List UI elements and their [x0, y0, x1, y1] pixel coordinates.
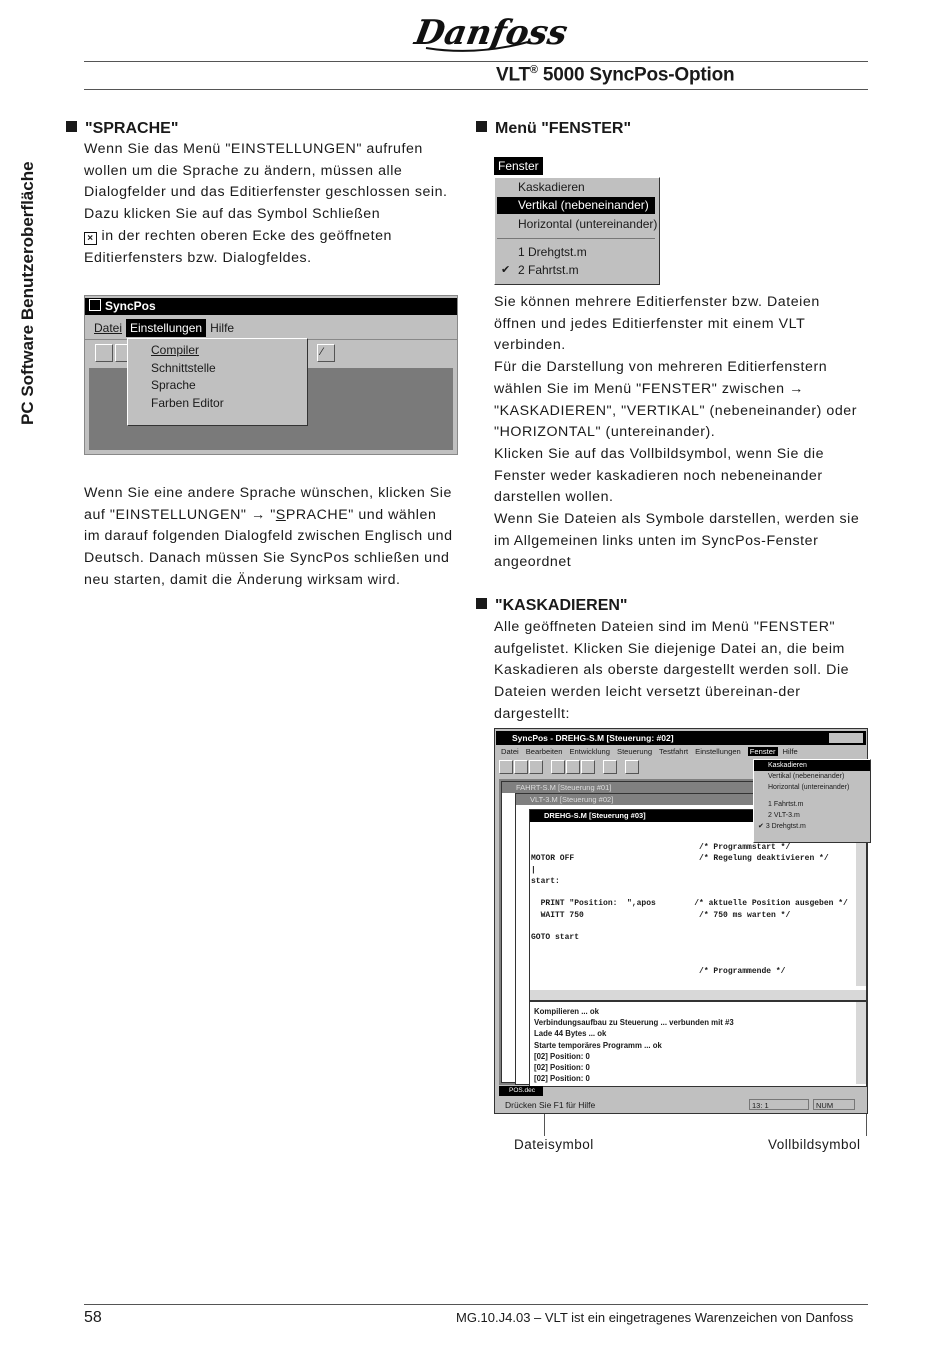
menu-item-file-1[interactable]: 1 Drehgtst.m — [518, 245, 587, 259]
fenster-dropdown — [494, 177, 660, 285]
menu-item-file-1[interactable]: 1 Fahrtst.m — [768, 800, 804, 808]
wand-button[interactable] — [317, 344, 335, 362]
document-title: VLT® 5000 SyncPos-Option — [496, 64, 735, 86]
header-rule-bottom — [84, 89, 868, 90]
cut-button[interactable] — [551, 760, 565, 774]
bullet-icon — [476, 121, 487, 132]
toolbar — [499, 760, 649, 776]
wand-icon: ⁄ — [321, 346, 323, 358]
menu-datei[interactable]: Datei — [94, 321, 123, 335]
menu-separator — [497, 238, 655, 239]
log-line: [02] Position: 0 — [534, 1051, 590, 1061]
menu-item-file-2[interactable]: 2 Fahrtst.m — [518, 263, 579, 277]
log-line: Lade 44 Bytes ... ok — [534, 1029, 607, 1039]
open-file-button[interactable] — [514, 760, 528, 774]
menu-item-file-2[interactable]: 2 VLT-3.m — [768, 811, 800, 819]
log-line: [02] Position: 0 — [534, 1074, 590, 1084]
title-bar: SyncPos — [85, 298, 457, 315]
heading-kaskadieren: "KASKADIEREN" — [476, 597, 628, 615]
log-scrollbar[interactable] — [856, 1002, 866, 1084]
menu-item-sprache[interactable]: Sprache — [151, 378, 196, 392]
menu-item-horizontal[interactable]: Horizontal (untereinander) — [518, 217, 658, 231]
footer-rule — [84, 1304, 868, 1305]
callout-line-right — [866, 1114, 867, 1136]
menu-item-horizontal[interactable]: Horizontal (untereinander) — [768, 784, 850, 792]
heading-fenster: Menü "FENSTER" — [476, 120, 631, 138]
menu-item-schnittstelle[interactable]: Schnittstelle — [151, 360, 216, 375]
check-icon: ✔ — [758, 823, 766, 831]
paragraph-fenster: Sie können mehrere Editierfenster bzw. Dateien öffnen und jedes Editierfenster mit einem VLT verbinden. Für die Darstellung von mehreren Editierfenstern wählen Sie im Menü "FENSTER" zwischen → "KASKADIEREN", "VERTIKAL" (nebeneinander) oder "HORIZONTAL" (untereinander). Klicken Sie auf das Vollbildsymbol, wenn Sie die Fenster weder kaskadieren noch nebeneinander darstellen wollen. Wenn Sie Dateien als Symbole darstellen, werden sie im Allgemeinen links unten im SyncPos-Fenster angeordnet — [494, 294, 860, 571]
code-line: /* Programmstart */ — [531, 843, 791, 852]
new-file-button[interactable] — [95, 344, 113, 362]
window-controls[interactable] — [829, 733, 863, 743]
cursor-position: 13: 1 — [749, 1099, 809, 1110]
menu-steuerung[interactable]: Steuerung — [617, 747, 653, 756]
menu-fenster[interactable]: Fenster — [749, 747, 776, 756]
menu-item-file-3[interactable]: ✔ 3 Drehgtst.m — [758, 823, 806, 831]
paragraph-kaskadieren: Alle geöffneten Dateien sind im Menü "FENSTER" aufgelistet. Klicken Sie diejenige Datei an, die beim Kaskadieren als oberste dargestellt werden soll. Die Dateien werden leicht versetzt übereinan-der dargestellt: — [494, 619, 850, 722]
menu-entwicklung[interactable]: Entwicklung — [569, 747, 610, 756]
window-vlt3[interactable]: VLT-3.M [Steuerung #02] — [515, 793, 857, 1085]
menu-fenster[interactable]: Fenster — [494, 157, 543, 175]
footer-reference: MG.10.J4.03 – VLT ist ein eingetragenes Warenzeichen von Danfoss — [456, 1310, 854, 1325]
menu-item-compiler[interactable]: Compiler — [151, 343, 200, 357]
file-icon-minimized[interactable]: POS.dec — [499, 1086, 543, 1096]
log-line: [02] Position: 0 — [534, 1063, 590, 1073]
menu-item-kaskadieren[interactable]: Kaskadieren — [518, 180, 585, 194]
code-line: start: — [531, 876, 560, 886]
einstellungen-dropdown — [127, 338, 308, 426]
code-line — [531, 945, 848, 956]
svg-text:Danfoss: Danfoss — [411, 13, 571, 53]
code-line: GOTO start — [531, 933, 580, 943]
new-file-button[interactable] — [499, 760, 513, 774]
caption-vollbildsymbol: Vollbildsymbol — [768, 1137, 861, 1152]
code-line — [531, 888, 848, 899]
print-button[interactable] — [603, 760, 617, 774]
menu-einstellungen[interactable]: Einstellungen — [126, 319, 206, 337]
code-line: MOTOR OFF /* Regelung deaktivieren */ — [531, 854, 829, 864]
menu-einstellungen[interactable]: Einstellungen — [695, 747, 741, 756]
fenster-dropdown — [753, 759, 871, 843]
menu-hilfe[interactable]: Hilfe — [782, 747, 798, 756]
num-lock-indicator: NUM — [813, 1099, 855, 1110]
window-fahrt[interactable]: FAHRT-S.M [Steuerung #01] — [501, 781, 855, 1083]
screenshot-einstellungen — [84, 295, 458, 455]
save-button[interactable] — [529, 760, 543, 774]
menu-bar — [93, 319, 238, 337]
page-number: 58 — [84, 1309, 102, 1326]
copy-button[interactable] — [566, 760, 580, 774]
status-bar: Drücken Sie F1 für Hilfe 13: 1 NUM — [497, 1098, 865, 1112]
screenshot-fenster-menu — [494, 155, 658, 283]
menu-bearbeiten[interactable]: Bearbeiten — [525, 747, 563, 756]
code-line: /* Programmende */ — [531, 967, 786, 977]
menu-hilfe[interactable]: Hilfe — [210, 321, 235, 335]
header-rule-top — [84, 61, 868, 62]
bullet-icon — [476, 598, 487, 609]
menu-item-kaskadieren[interactable]: Kaskadieren — [754, 760, 870, 771]
app-icon — [89, 299, 101, 311]
window-drehg[interactable]: DREHG-S.M [Steuerung #03] /* Programmstart */ MOTOR OFF /* Regelung deaktivieren */ | start: PRINT "Position: ",apos /* aktuelle Position ausgeben */ WAITT 750 /* 750 ms warten */ GOTO start /* Programmende */ — [529, 809, 867, 1001]
code-line: WAITT 750 /* 750 ms warten */ — [531, 910, 791, 920]
log-line: Kompilieren ... ok — [534, 1007, 599, 1016]
log-line: Verbindungsaufbau zu Steuerung ... verbunden mit #3 — [534, 1018, 734, 1028]
bullet-icon — [66, 121, 77, 132]
check-icon: ✔ — [501, 264, 511, 276]
menu-bar — [501, 747, 798, 756]
vertical-scrollbar[interactable] — [856, 822, 866, 986]
title-bar: SyncPos - DREHG-S.M [Steuerung: #02] — [496, 731, 866, 745]
caption-dateisymbol: Dateisymbol — [514, 1137, 594, 1152]
paste-button[interactable] — [581, 760, 595, 774]
output-log[interactable] — [529, 1001, 867, 1087]
code-line — [531, 956, 848, 967]
help-button[interactable] — [625, 760, 639, 774]
danfoss-logo — [411, 6, 571, 56]
arrow-icon: → — [250, 506, 266, 523]
code-line — [531, 922, 848, 933]
horizontal-scrollbar[interactable] — [530, 990, 866, 1000]
menu-testfahrt[interactable]: Testfahrt — [659, 747, 689, 756]
callout-line-left — [544, 1114, 545, 1136]
paragraph-sprache-2: Wenn Sie eine andere Sprache wünschen, klicken Sie auf "EINSTELLUNGEN" → "SPRACHE" und wählen im darauf folgenden Dialogfeld zwischen Englisch und Deutsch. Danach müssen Sie SyncPos schließen und neu starten, damit die Änderung wirksam wird. — [84, 485, 453, 588]
code-editor[interactable] — [531, 843, 848, 979]
code-line: | — [531, 865, 536, 875]
menu-item-vertikal[interactable]: Vertikal (nebeneinander) — [497, 197, 655, 214]
close-icon: × — [84, 232, 97, 245]
menu-item-vertikal[interactable]: Vertikal (nebeneinander) — [768, 773, 845, 781]
log-line: Starte temporäres Programm ... ok — [534, 1040, 662, 1050]
paragraph-sprache-1: Wenn Sie das Menü "EINSTELLUNGEN" aufrufen wollen um die Sprache zu ändern, müssen alle Dialogfelder und das Editierfenster geschlossen sein. Dazu klicken Sie auf das Symbol Schließen × in der rechten oberen Ecke des geöffneten Editierfensters bzw. Dialogfeldes. — [84, 141, 448, 266]
screenshot-syncpos-cascade — [494, 728, 868, 1114]
side-section-label: PC Software Benutzeroberfläche — [18, 161, 37, 425]
heading-sprache: "SPRACHE" — [66, 120, 178, 138]
menu-datei[interactable]: Datei — [501, 747, 519, 756]
menu-item-farben-editor[interactable]: Farben Editor — [151, 395, 224, 410]
code-line: PRINT "Position: ",apos /* aktuelle Position ausgeben */ — [531, 899, 848, 909]
